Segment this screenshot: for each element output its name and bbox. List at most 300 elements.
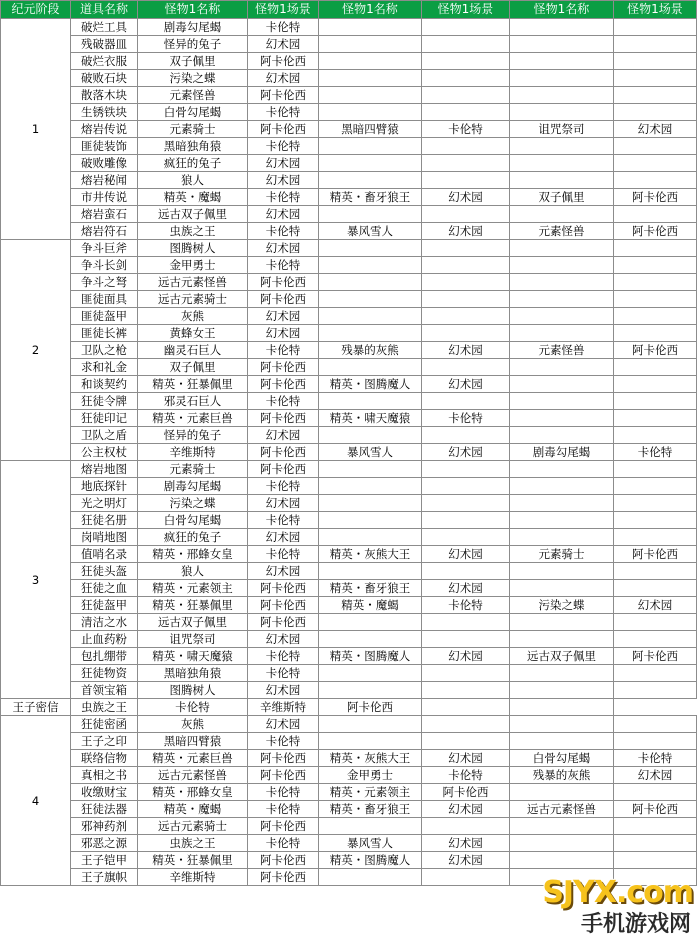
monster-scene-cell: 幻术园 bbox=[422, 801, 510, 818]
monster-scene-cell bbox=[614, 580, 697, 597]
column-header: 道具名称 bbox=[71, 1, 138, 19]
monster-scene-cell: 阿卡伦西 bbox=[248, 410, 319, 427]
monster-scene-cell: 阿卡伦西 bbox=[248, 852, 319, 869]
monster-scene-cell bbox=[422, 512, 510, 529]
monster-scene-cell bbox=[422, 240, 510, 257]
monster-scene-cell bbox=[614, 495, 697, 512]
monster-scene-cell: 幻术园 bbox=[248, 240, 319, 257]
monster-scene-cell: 卡伦特 bbox=[248, 223, 319, 240]
monster-name-cell: 精英・灰熊大王 bbox=[319, 546, 422, 563]
table-row bbox=[1, 529, 697, 546]
monster-name-cell: 狼人 bbox=[138, 172, 248, 189]
monster-scene-cell bbox=[422, 869, 510, 886]
monster-name-cell: 远古元素怪兽 bbox=[138, 274, 248, 291]
monster-scene-cell: 幻术园 bbox=[614, 767, 697, 784]
monster-name-cell: 远古双子佩里 bbox=[510, 648, 614, 665]
monster-scene-cell: 卡伦特 bbox=[248, 393, 319, 410]
monster-scene-cell: 卡伦特 bbox=[248, 19, 319, 36]
monster-scene-cell: 卡伦特 bbox=[248, 784, 319, 801]
monster-name-cell: 元素怪兽 bbox=[510, 342, 614, 359]
monster-scene-cell: 阿卡伦西 bbox=[422, 784, 510, 801]
monster-scene-cell: 阿卡伦西 bbox=[248, 580, 319, 597]
column-header: 怪物1名称 bbox=[510, 1, 614, 19]
monster-name-cell: 暴风雪人 bbox=[319, 444, 422, 461]
monster-name-cell bbox=[319, 155, 422, 172]
item-name-cell: 和谈契约 bbox=[71, 376, 138, 393]
monster-scene-cell bbox=[614, 427, 697, 444]
monster-name-cell: 远古双子佩里 bbox=[138, 206, 248, 223]
monster-scene-cell: 幻术园 bbox=[248, 495, 319, 512]
monster-name-cell bbox=[319, 104, 422, 121]
table-row bbox=[1, 767, 697, 784]
monster-name-cell: 疯狂的兔子 bbox=[138, 155, 248, 172]
table-row bbox=[1, 546, 697, 563]
table-row bbox=[1, 427, 697, 444]
item-name-cell: 值哨名录 bbox=[71, 546, 138, 563]
monster-name-cell bbox=[319, 172, 422, 189]
monster-name-cell: 精英・畜牙狼王 bbox=[319, 580, 422, 597]
monster-name-cell bbox=[510, 138, 614, 155]
monster-name-cell bbox=[510, 563, 614, 580]
monster-name-cell bbox=[510, 512, 614, 529]
monster-scene-cell bbox=[422, 427, 510, 444]
monster-name-cell: 灰熊 bbox=[138, 308, 248, 325]
item-name-cell: 收缴财宝 bbox=[71, 784, 138, 801]
table-row bbox=[1, 750, 697, 767]
monster-name-cell: 白骨勾尾蝎 bbox=[138, 512, 248, 529]
monster-scene-cell: 阿卡伦西 bbox=[614, 648, 697, 665]
item-name-cell: 岗哨地图 bbox=[71, 529, 138, 546]
monster-name-cell: 精英・魔蝎 bbox=[138, 189, 248, 206]
monster-name-cell: 黑暗四臂猿 bbox=[138, 733, 248, 750]
monster-name-cell bbox=[319, 529, 422, 546]
item-name-cell: 狂徒印记 bbox=[71, 410, 138, 427]
monster-scene-cell: 阿卡伦西 bbox=[248, 461, 319, 478]
monster-scene-cell bbox=[422, 495, 510, 512]
monster-scene-cell: 卡伦特 bbox=[422, 121, 510, 138]
monster-name-cell: 怪异的兔子 bbox=[138, 36, 248, 53]
monster-scene-cell: 阿卡伦西 bbox=[248, 53, 319, 70]
monster-scene-cell: 卡伦特 bbox=[614, 444, 697, 461]
item-name-cell: 王子旗帜 bbox=[71, 869, 138, 886]
monster-scene-cell: 阿卡伦西 bbox=[248, 597, 319, 614]
table-row bbox=[1, 257, 697, 274]
monster-name-cell: 狼人 bbox=[138, 563, 248, 580]
monster-name-cell: 剧毒勾尾蝎 bbox=[510, 444, 614, 461]
item-name-cell: 熔岩秘闻 bbox=[71, 172, 138, 189]
monster-scene-cell: 卡伦特 bbox=[248, 665, 319, 682]
monster-scene-cell bbox=[422, 682, 510, 699]
monster-name-cell bbox=[510, 478, 614, 495]
item-name-cell: 王子铠甲 bbox=[71, 852, 138, 869]
monster-scene-cell: 阿卡伦西 bbox=[248, 376, 319, 393]
table-row bbox=[1, 835, 697, 852]
monster-name-cell bbox=[510, 784, 614, 801]
monster-scene-cell bbox=[422, 818, 510, 835]
monster-name-cell: 金甲勇士 bbox=[319, 767, 422, 784]
monster-name-cell: 白骨勾尾蝎 bbox=[138, 104, 248, 121]
monster-name-cell bbox=[510, 257, 614, 274]
monster-name-cell bbox=[510, 461, 614, 478]
monster-name-cell: 虫族之王 bbox=[138, 835, 248, 852]
monster-scene-cell bbox=[510, 699, 614, 716]
monster-scene-cell bbox=[614, 325, 697, 342]
item-name-cell: 市井传说 bbox=[71, 189, 138, 206]
monster-name-cell: 残暴的灰熊 bbox=[510, 767, 614, 784]
monster-name-cell bbox=[510, 631, 614, 648]
table-row bbox=[1, 716, 697, 733]
monster-scene-cell bbox=[614, 835, 697, 852]
table-row bbox=[1, 291, 697, 308]
monster-scene-cell: 阿卡伦西 bbox=[614, 342, 697, 359]
monster-name-cell bbox=[510, 818, 614, 835]
column-header: 怪物1场景 bbox=[614, 1, 697, 19]
monster-name-cell bbox=[510, 835, 614, 852]
monster-scene-cell: 幻术园 bbox=[248, 325, 319, 342]
monster-name-cell: 辛维斯特 bbox=[138, 869, 248, 886]
monster-name-cell bbox=[319, 614, 422, 631]
item-name-cell: 公主权杖 bbox=[71, 444, 138, 461]
monster-scene-cell bbox=[614, 291, 697, 308]
monster-name-cell: 黑暗独角猿 bbox=[138, 138, 248, 155]
monster-name-cell bbox=[510, 155, 614, 172]
stage-cell: 4 bbox=[1, 716, 71, 886]
monster-name-cell bbox=[319, 869, 422, 886]
item-name-cell: 求和礼金 bbox=[71, 359, 138, 376]
monster-scene-cell bbox=[614, 614, 697, 631]
monster-scene-cell bbox=[422, 631, 510, 648]
monster-name-cell bbox=[422, 699, 510, 716]
monster-scene-cell: 卡伦特 bbox=[248, 835, 319, 852]
monster-name-cell bbox=[510, 36, 614, 53]
monster-name-cell bbox=[319, 274, 422, 291]
monster-scene-cell bbox=[614, 393, 697, 410]
watermark-site: SJYX.com bbox=[542, 875, 693, 910]
monster-scene-cell: 幻术园 bbox=[248, 427, 319, 444]
monster-scene-cell: 幻术园 bbox=[422, 750, 510, 767]
monster-scene-cell: 卡伦特 bbox=[422, 767, 510, 784]
monster-name-cell: 远古元素怪兽 bbox=[138, 767, 248, 784]
monster-name-cell: 精英・元素巨兽 bbox=[138, 750, 248, 767]
table-row bbox=[1, 648, 697, 665]
table-row bbox=[1, 172, 697, 189]
monster-scene-cell: 卡伦特 bbox=[248, 648, 319, 665]
monster-scene-cell: 幻术园 bbox=[248, 563, 319, 580]
item-name-cell: 邪神药剂 bbox=[71, 818, 138, 835]
monster-name-cell bbox=[319, 36, 422, 53]
table-row bbox=[1, 461, 697, 478]
monster-name-cell bbox=[510, 53, 614, 70]
table-row bbox=[1, 274, 697, 291]
monster-name-cell bbox=[510, 410, 614, 427]
monster-scene-cell: 卡伦特 bbox=[248, 104, 319, 121]
monster-name-cell: 精英・元素领主 bbox=[319, 784, 422, 801]
column-header: 怪物1场景 bbox=[422, 1, 510, 19]
monster-name-cell bbox=[319, 308, 422, 325]
item-name-cell: 首领宝箱 bbox=[71, 682, 138, 699]
monster-name-cell: 精英・狂暴佩里 bbox=[138, 376, 248, 393]
monster-scene-cell bbox=[422, 563, 510, 580]
monster-scene-cell bbox=[422, 36, 510, 53]
item-name-cell: 王子密信 bbox=[1, 699, 71, 716]
monster-name-cell: 暴风雪人 bbox=[319, 835, 422, 852]
monster-name-cell bbox=[510, 852, 614, 869]
monster-scene-cell: 阿卡伦西 bbox=[614, 189, 697, 206]
column-header: 怪物1名称 bbox=[319, 1, 422, 19]
monster-scene-cell: 幻术园 bbox=[422, 223, 510, 240]
item-name-cell: 清洁之水 bbox=[71, 614, 138, 631]
monster-name-cell: 暴风雪人 bbox=[319, 223, 422, 240]
monster-name-cell: 精英・狂暴佩里 bbox=[138, 597, 248, 614]
table-row bbox=[1, 206, 697, 223]
monster-scene-cell: 阿卡伦西 bbox=[248, 767, 319, 784]
monster-scene-cell bbox=[422, 393, 510, 410]
monster-name-cell: 双子佩里 bbox=[138, 53, 248, 70]
item-name-cell: 破败石块 bbox=[71, 70, 138, 87]
monster-scene-cell: 阿卡伦西 bbox=[319, 699, 422, 716]
monster-name-cell: 双子佩里 bbox=[510, 189, 614, 206]
monster-name-cell: 污染之蝶 bbox=[138, 495, 248, 512]
item-name-cell: 争斗之弩 bbox=[71, 274, 138, 291]
monster-name-cell: 黑暗独角猿 bbox=[138, 665, 248, 682]
monster-name-cell bbox=[510, 308, 614, 325]
monster-name-cell bbox=[510, 733, 614, 750]
monster-scene-cell bbox=[422, 257, 510, 274]
monster-scene-cell bbox=[422, 274, 510, 291]
monster-name-cell bbox=[319, 682, 422, 699]
monster-scene-cell bbox=[614, 410, 697, 427]
monster-name-cell: 精英・元素领主 bbox=[138, 580, 248, 597]
monster-name-cell bbox=[510, 427, 614, 444]
monster-name-cell bbox=[319, 512, 422, 529]
monster-scene-cell bbox=[614, 529, 697, 546]
table-row bbox=[1, 444, 697, 461]
item-name-cell: 匪徒长裤 bbox=[71, 325, 138, 342]
table-row bbox=[1, 563, 697, 580]
monster-name-cell: 虫族之王 bbox=[138, 223, 248, 240]
item-name-cell: 光之明灯 bbox=[71, 495, 138, 512]
monster-scene-cell: 阿卡伦西 bbox=[248, 444, 319, 461]
monster-scene-cell: 幻术园 bbox=[422, 189, 510, 206]
monster-name-cell: 图腾树人 bbox=[138, 240, 248, 257]
monster-name-cell bbox=[319, 87, 422, 104]
monster-name-cell: 残暴的灰熊 bbox=[319, 342, 422, 359]
table-row bbox=[1, 138, 697, 155]
monster-scene-cell bbox=[422, 138, 510, 155]
monster-scene-cell: 幻术园 bbox=[248, 172, 319, 189]
monster-scene-cell: 阿卡伦西 bbox=[248, 87, 319, 104]
monster-scene-cell: 幻术园 bbox=[248, 206, 319, 223]
monster-name-cell bbox=[319, 461, 422, 478]
monster-scene-cell: 幻术园 bbox=[248, 155, 319, 172]
monster-name-cell bbox=[510, 172, 614, 189]
item-name-cell: 熔岩传说 bbox=[71, 121, 138, 138]
item-name-cell: 破烂工具 bbox=[71, 19, 138, 36]
monster-name-cell bbox=[319, 631, 422, 648]
table-row bbox=[1, 665, 697, 682]
table-row bbox=[1, 155, 697, 172]
monster-name-cell bbox=[510, 274, 614, 291]
stage-cell: 1 bbox=[1, 19, 71, 240]
table-row bbox=[1, 104, 697, 121]
table-row bbox=[1, 342, 697, 359]
monster-name-cell bbox=[319, 240, 422, 257]
monster-name-cell bbox=[319, 19, 422, 36]
monster-name-cell bbox=[510, 376, 614, 393]
monster-name-cell: 诅咒祭司 bbox=[510, 121, 614, 138]
monster-scene-cell: 卡伦特 bbox=[248, 801, 319, 818]
monster-name-cell: 精英・邢蜂女皇 bbox=[138, 784, 248, 801]
monster-name-cell: 金甲勇士 bbox=[138, 257, 248, 274]
monster-scene-cell bbox=[422, 461, 510, 478]
monster-scene-cell bbox=[422, 716, 510, 733]
monster-scene-cell: 幻术园 bbox=[248, 716, 319, 733]
monster-name-cell: 疯狂的兔子 bbox=[138, 529, 248, 546]
table-row bbox=[1, 70, 697, 87]
monster-scene-cell bbox=[422, 614, 510, 631]
monster-scene-cell: 幻术园 bbox=[248, 308, 319, 325]
stage-cell: 2 bbox=[1, 240, 71, 461]
table-row bbox=[1, 631, 697, 648]
monster-name-cell bbox=[319, 257, 422, 274]
monster-name-cell: 诅咒祭司 bbox=[138, 631, 248, 648]
table-row bbox=[1, 410, 697, 427]
monster-name-cell bbox=[319, 716, 422, 733]
monster-scene-cell: 卡伦特 bbox=[614, 750, 697, 767]
monster-name-cell bbox=[319, 495, 422, 512]
monster-scene-cell bbox=[614, 461, 697, 478]
monster-name-cell: 灰熊 bbox=[138, 716, 248, 733]
item-name-cell: 狂徒物资 bbox=[71, 665, 138, 682]
monster-name-cell: 污染之蝶 bbox=[510, 597, 614, 614]
monster-scene-cell bbox=[422, 733, 510, 750]
monster-scene-cell bbox=[614, 682, 697, 699]
monster-name-cell: 精英・狂暴佩里 bbox=[138, 852, 248, 869]
item-name-cell: 狂徒之血 bbox=[71, 580, 138, 597]
item-name-cell: 卫队之枪 bbox=[71, 342, 138, 359]
monster-name-cell: 邪灵石巨人 bbox=[138, 393, 248, 410]
monster-scene-cell: 阿卡伦西 bbox=[248, 359, 319, 376]
table-row bbox=[1, 121, 697, 138]
table-row bbox=[1, 478, 697, 495]
monster-scene-cell: 幻术园 bbox=[422, 835, 510, 852]
monster-scene-cell bbox=[422, 308, 510, 325]
item-name-cell: 熔岩蛮石 bbox=[71, 206, 138, 223]
monster-name-cell: 剧毒勾尾蝎 bbox=[138, 19, 248, 36]
monster-name-cell bbox=[319, 427, 422, 444]
monster-scene-cell bbox=[614, 138, 697, 155]
monster-scene-cell: 卡伦特 bbox=[138, 699, 248, 716]
item-name-cell: 匪徒盔甲 bbox=[71, 308, 138, 325]
item-name-cell: 狂徒盔甲 bbox=[71, 597, 138, 614]
monster-scene-cell: 阿卡伦西 bbox=[248, 818, 319, 835]
monster-name-cell: 精英・魔蝎 bbox=[138, 801, 248, 818]
monster-scene-cell bbox=[422, 325, 510, 342]
monster-scene-cell: 卡伦特 bbox=[248, 257, 319, 274]
monster-scene-cell bbox=[422, 104, 510, 121]
monster-scene-cell bbox=[422, 291, 510, 308]
monster-scene-cell: 幻术园 bbox=[248, 529, 319, 546]
monster-scene-cell: 阿卡伦西 bbox=[248, 291, 319, 308]
monster-name-cell: 元素骑士 bbox=[510, 546, 614, 563]
monster-name-cell bbox=[319, 665, 422, 682]
monster-name-cell bbox=[510, 682, 614, 699]
monster-name-cell bbox=[319, 733, 422, 750]
monster-name-cell: 双子佩里 bbox=[138, 359, 248, 376]
monster-name-cell bbox=[319, 291, 422, 308]
monster-name-cell: 远古元素怪兽 bbox=[510, 801, 614, 818]
monster-name-cell: 元素怪兽 bbox=[510, 223, 614, 240]
item-name-cell: 破烂衣服 bbox=[71, 53, 138, 70]
monster-scene-cell: 阿卡伦西 bbox=[248, 274, 319, 291]
monster-name-cell: 远古元素骑士 bbox=[138, 818, 248, 835]
table-body bbox=[1, 19, 697, 886]
item-name-cell: 卫队之盾 bbox=[71, 427, 138, 444]
table-row bbox=[1, 19, 697, 36]
monster-scene-cell: 卡伦特 bbox=[422, 597, 510, 614]
monster-scene-cell bbox=[614, 478, 697, 495]
monster-name-cell bbox=[510, 614, 614, 631]
monster-name-cell: 白骨勾尾蝎 bbox=[510, 750, 614, 767]
monster-name-cell bbox=[510, 19, 614, 36]
monster-scene-cell bbox=[422, 70, 510, 87]
table-row bbox=[1, 53, 697, 70]
monster-scene-cell: 幻术园 bbox=[422, 376, 510, 393]
monster-name-cell: 图腾树人 bbox=[138, 682, 248, 699]
monster-name-cell: 精英・图腾魔人 bbox=[319, 376, 422, 393]
monster-name-cell bbox=[319, 359, 422, 376]
monster-name-cell: 精英・啸天魔猿 bbox=[138, 648, 248, 665]
monster-scene-cell: 卡伦特 bbox=[422, 410, 510, 427]
monster-scene-cell bbox=[614, 716, 697, 733]
monster-scene-cell: 幻术园 bbox=[248, 682, 319, 699]
monster-scene-cell bbox=[614, 87, 697, 104]
item-name-cell: 狂徒法器 bbox=[71, 801, 138, 818]
table-row bbox=[1, 495, 697, 512]
item-name-cell: 联络信物 bbox=[71, 750, 138, 767]
monster-scene-cell bbox=[614, 631, 697, 648]
item-name-cell: 争斗长剑 bbox=[71, 257, 138, 274]
monster-name-cell bbox=[319, 563, 422, 580]
table-row bbox=[1, 801, 697, 818]
watermark-name: 手机游戏网 bbox=[580, 912, 691, 937]
monster-scene-cell: 卡伦特 bbox=[248, 138, 319, 155]
monster-name-cell: 黄蜂女王 bbox=[138, 325, 248, 342]
monster-name-cell: 精英・畜牙狼王 bbox=[319, 189, 422, 206]
monster-scene-cell: 幻术园 bbox=[248, 36, 319, 53]
monster-name-cell: 虫族之王 bbox=[71, 699, 138, 716]
monster-scene-cell: 卡伦特 bbox=[248, 733, 319, 750]
monster-name-cell: 精英・图腾魔人 bbox=[319, 852, 422, 869]
item-name-cell: 地底探针 bbox=[71, 478, 138, 495]
monster-scene-cell: 幻术园 bbox=[614, 597, 697, 614]
monster-scene-cell bbox=[614, 257, 697, 274]
monster-scene-cell bbox=[614, 155, 697, 172]
monster-scene-cell bbox=[614, 818, 697, 835]
monster-scene-cell bbox=[422, 665, 510, 682]
monster-scene-cell: 幻术园 bbox=[422, 580, 510, 597]
monster-scene-cell: 幻术园 bbox=[422, 444, 510, 461]
monster-scene-cell: 阿卡伦西 bbox=[614, 223, 697, 240]
item-name-cell: 破败雕像 bbox=[71, 155, 138, 172]
monster-name-cell: 元素怪兽 bbox=[138, 87, 248, 104]
item-name-cell: 真相之书 bbox=[71, 767, 138, 784]
monster-name-cell: 辛维斯特 bbox=[248, 699, 319, 716]
monster-scene-cell: 幻术园 bbox=[422, 852, 510, 869]
monster-scene-cell bbox=[614, 70, 697, 87]
monster-scene-cell: 阿卡伦西 bbox=[614, 801, 697, 818]
monster-name-cell bbox=[510, 580, 614, 597]
